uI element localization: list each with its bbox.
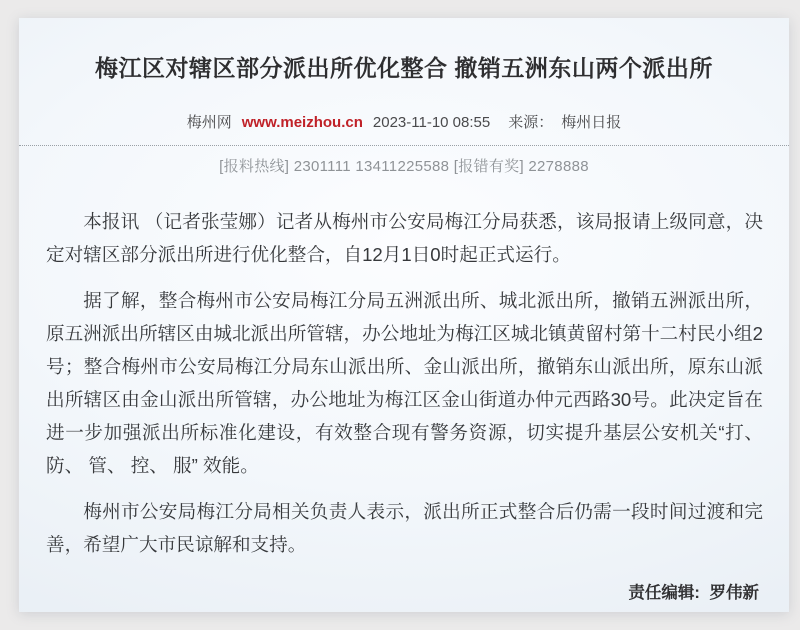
article-meta (19, 111, 789, 132)
article-title: 梅江区对辖区部分派出所优化整合 撤销五洲东山两个派出所 (95, 55, 713, 81)
article-paragraph: 本报讯 （记者张莹娜）记者从梅州市公安局梅江分局获悉，该局报请上级同意，决定对辖区部分派出所进行优化整合，自12月1日0时起正式运行。 (46, 211, 763, 265)
editor-name: 罗伟新 (709, 584, 759, 602)
editor-label: 责任编辑: (628, 584, 700, 602)
site-name: 梅州网 (186, 114, 232, 131)
source-label: 来源： (508, 114, 554, 131)
hotline-bar: [报料热线] 2301111 13411225588 [报错有奖] 2278888 (219, 158, 589, 175)
source-name: 梅州日报 (561, 114, 622, 131)
article-paragraph: 据了解，整合梅州市公安局梅江分局五洲派出所、城北派出所，撤销五洲派出所，原五洲派出所辖区由城北派出所管辖，办公地址为梅江区城北镇黄留村第十二村民小组2号；整合梅州市公安局梅江分局东山派出所、金山派出所，撤销东山派出所，原东山派出所辖区由金山派出所管辖，办公地址为梅江区金山街道办仲元西路30号。此决定旨在进一步加强派出所标准化建设，有效整合现有警务资源，切实提升基层公安机关“打、 防、 管、 控、 服” 效能。 (46, 290, 763, 476)
article-paragraph: 梅州市公安局梅江分局相关负责人表示，派出所正式整合后仍需一段时间过渡和完善，希望广大市民谅解和支持。 (46, 501, 763, 555)
meta-divider (19, 145, 789, 146)
source-group (508, 111, 621, 132)
editor-line (628, 579, 759, 603)
site-url-link[interactable]: www.meizhou.cn (241, 114, 363, 131)
publish-datetime: 2023-11-10 08:55 (372, 114, 491, 131)
article-body (46, 205, 763, 561)
article-card (19, 18, 789, 612)
